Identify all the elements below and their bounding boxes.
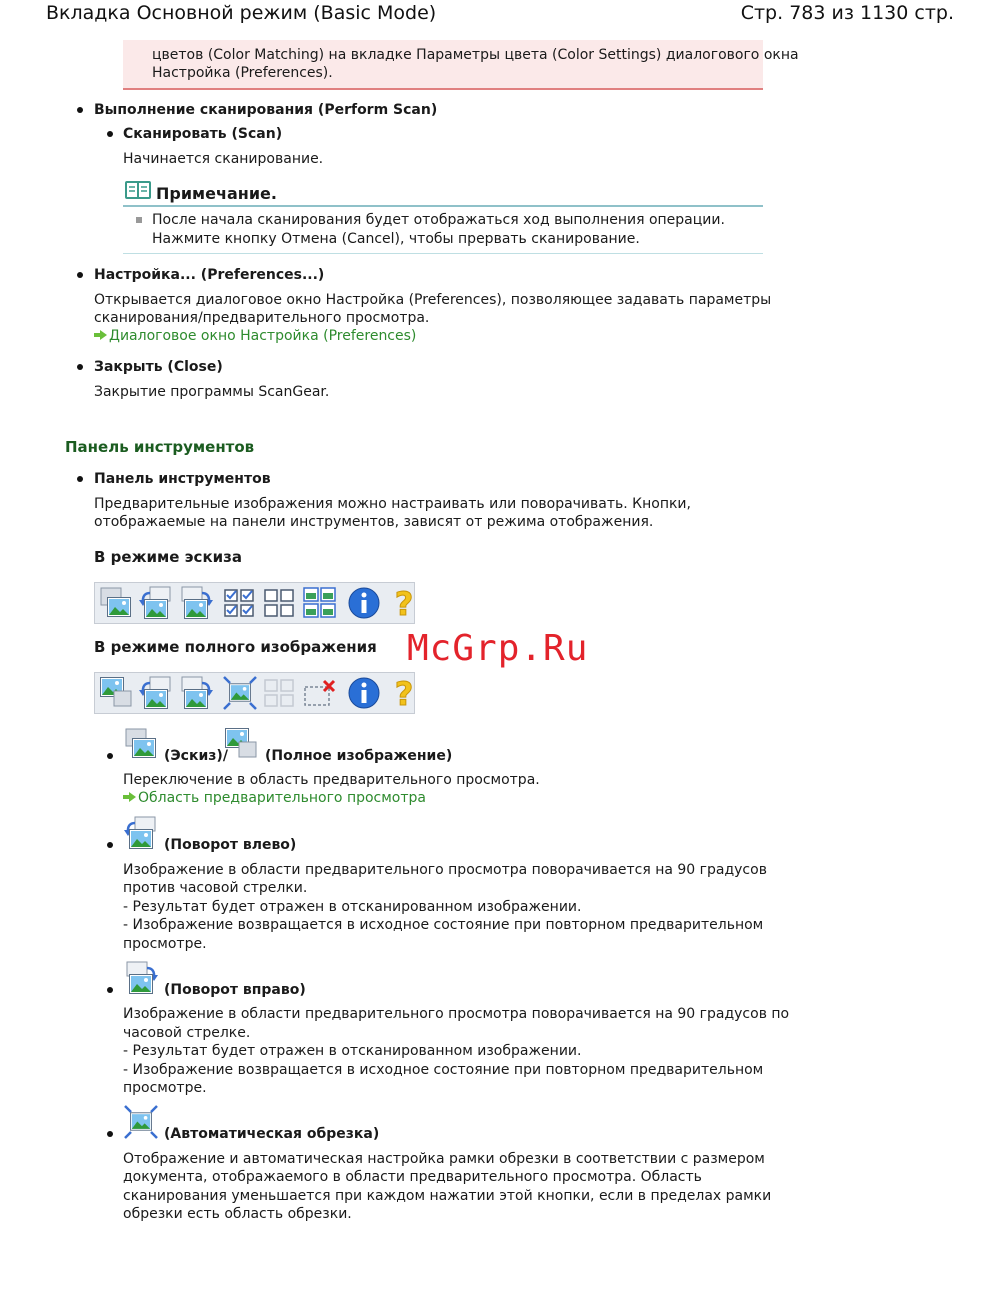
rotate-right-desc-2: часовой стрелке. (123, 1025, 251, 1041)
note-title: Примечание. (156, 184, 277, 203)
toolbar-desc-2: отображаемые на панели инструментов, зависят от режима отображения. (94, 514, 654, 530)
thumbnail-icon (122, 726, 160, 762)
rotate-right-icon[interactable] (178, 585, 214, 621)
rotate-left-desc-2: против часовой стрелки. (123, 880, 308, 896)
bullet (77, 272, 83, 278)
select-frames-icon[interactable] (302, 585, 338, 621)
toolbar-thumbnail-mode (94, 582, 415, 624)
info-icon[interactable] (346, 675, 382, 711)
check-all-frames-icon[interactable] (222, 585, 258, 621)
auto-crop-label: (Автоматическая обрезка) (164, 1126, 380, 1142)
note-rule-top (123, 205, 763, 207)
full-image-icon (222, 726, 260, 762)
preferences-line-1: Открывается диалоговое окно Настройка (Preferences), позволяющее задавать параметры (94, 292, 772, 308)
svg-text:?: ? (394, 675, 414, 711)
thumb-mode-heading: В режиме эскиза (94, 548, 242, 566)
help-icon[interactable] (386, 585, 422, 621)
rotate-right-label: (Поворот вправо) (164, 982, 306, 998)
bullet (107, 131, 113, 137)
rotate-right-desc-1: Изображение в области предварительного просмотра поворачивается на 90 градусов по (123, 1006, 790, 1022)
note-rule-bottom (123, 253, 763, 254)
preferences-title: Настройка... (Preferences...) (94, 267, 325, 283)
crop-frame-disabled-icon (262, 675, 298, 711)
scan-desc: Начинается сканирование. (123, 151, 324, 167)
perform-scan-title: Выполнение сканирования (Perform Scan) (94, 102, 438, 118)
auto-crop-icon (122, 1104, 160, 1140)
remove-crop-frame-icon[interactable] (302, 675, 338, 711)
header-right: Стр. 783 из 1130 стр. (740, 2, 954, 24)
auto-crop-desc-2: документа, отображаемого в области предварительного просмотра. Область (123, 1169, 702, 1185)
help-icon[interactable] (386, 675, 422, 711)
svg-text:?: ? (394, 585, 414, 621)
toolbar-desc-1: Предварительные изображения можно настраивать или поворачивать. Кнопки, (94, 496, 691, 512)
square-bullet (136, 217, 142, 223)
header-left: Вкладка Основной режим (Basic Mode) (46, 2, 437, 24)
close-title: Закрыть (Close) (94, 359, 223, 375)
full-mode-heading: В режиме полного изображения (94, 638, 377, 656)
rotate-left-desc-1: Изображение в области предварительного просмотра поворачивается на 90 градусов (123, 862, 767, 878)
section-heading-toolbar: Панель инструментов (65, 438, 255, 456)
rotate-right-desc-5: просмотре. (123, 1080, 207, 1096)
link-arrow-icon (123, 792, 136, 801)
bullet (77, 476, 83, 482)
note-book-icon (124, 180, 152, 200)
auto-crop-desc-4: обрезки есть область обрезки. (123, 1206, 352, 1222)
uncheck-all-frames-icon[interactable] (262, 585, 298, 621)
auto-crop-desc-3: сканирования уменьшается при каждом нажатии этой кнопки, если в пределах рамки (123, 1188, 772, 1204)
toolbar-full-image-mode (94, 672, 415, 714)
link-arrow-icon (94, 330, 107, 339)
rotate-left-desc-5: просмотре. (123, 936, 207, 952)
auto-crop-desc-1: Отображение и автоматическая настройка рамки обрезки в соответствии с размером (123, 1151, 765, 1167)
rotate-left-desc-4: - Изображение возвращается в исходное состояние при повторном предварительном (123, 917, 764, 933)
note-line-2: Нажмите кнопку Отмена (Cancel), чтобы прервать сканирование. (152, 231, 640, 247)
info-icon[interactable] (346, 585, 382, 621)
bullet (107, 987, 113, 993)
bullet (77, 364, 83, 370)
close-desc: Закрытие программы ScanGear. (94, 384, 330, 400)
caution-line-2: Настройка (Preferences). (152, 65, 333, 81)
thumb-desc: Переключение в область предварительного просмотра. (123, 772, 540, 788)
preferences-link[interactable]: Диалоговое окно Настройка (Preferences) (94, 327, 416, 346)
preferences-line-2: сканирования/предварительного просмотра. (94, 310, 430, 326)
rotate-left-icon (122, 815, 160, 851)
rotate-left-icon[interactable] (138, 675, 174, 711)
rotate-right-icon[interactable] (178, 675, 214, 711)
preview-area-link[interactable]: Область предварительного просмотра (123, 789, 426, 808)
caution-line-1: цветов (Color Matching) на вкладке Параметры цвета (Color Settings) диалогового окна (152, 47, 799, 63)
rotate-left-desc-3: - Результат будет отражен в отсканированном изображении. (123, 899, 582, 915)
rotate-right-desc-4: - Изображение возвращается в исходное состояние при повторном предварительном (123, 1062, 764, 1078)
bullet (107, 1131, 113, 1137)
rotate-right-desc-3: - Результат будет отражен в отсканированном изображении. (123, 1043, 582, 1059)
rotate-left-icon[interactable] (138, 585, 174, 621)
bullet (107, 842, 113, 848)
toolbar-item-title: Панель инструментов (94, 471, 271, 487)
thumb-label: (Эскиз)/ (164, 748, 228, 764)
thumbnail-icon[interactable] (98, 585, 134, 621)
full-image-icon[interactable] (98, 675, 134, 711)
scan-title: Сканировать (Scan) (123, 126, 283, 142)
rotate-left-label: (Поворот влево) (164, 837, 297, 853)
rotate-right-icon (122, 960, 160, 996)
bullet (77, 107, 83, 113)
full-image-label: (Полное изображение) (265, 748, 453, 764)
note-line-1: После начала сканирования будет отображаться ход выполнения операции. (152, 212, 725, 228)
watermark: McGrp.Ru (407, 628, 589, 669)
bullet (107, 753, 113, 759)
auto-crop-icon[interactable] (222, 675, 258, 711)
